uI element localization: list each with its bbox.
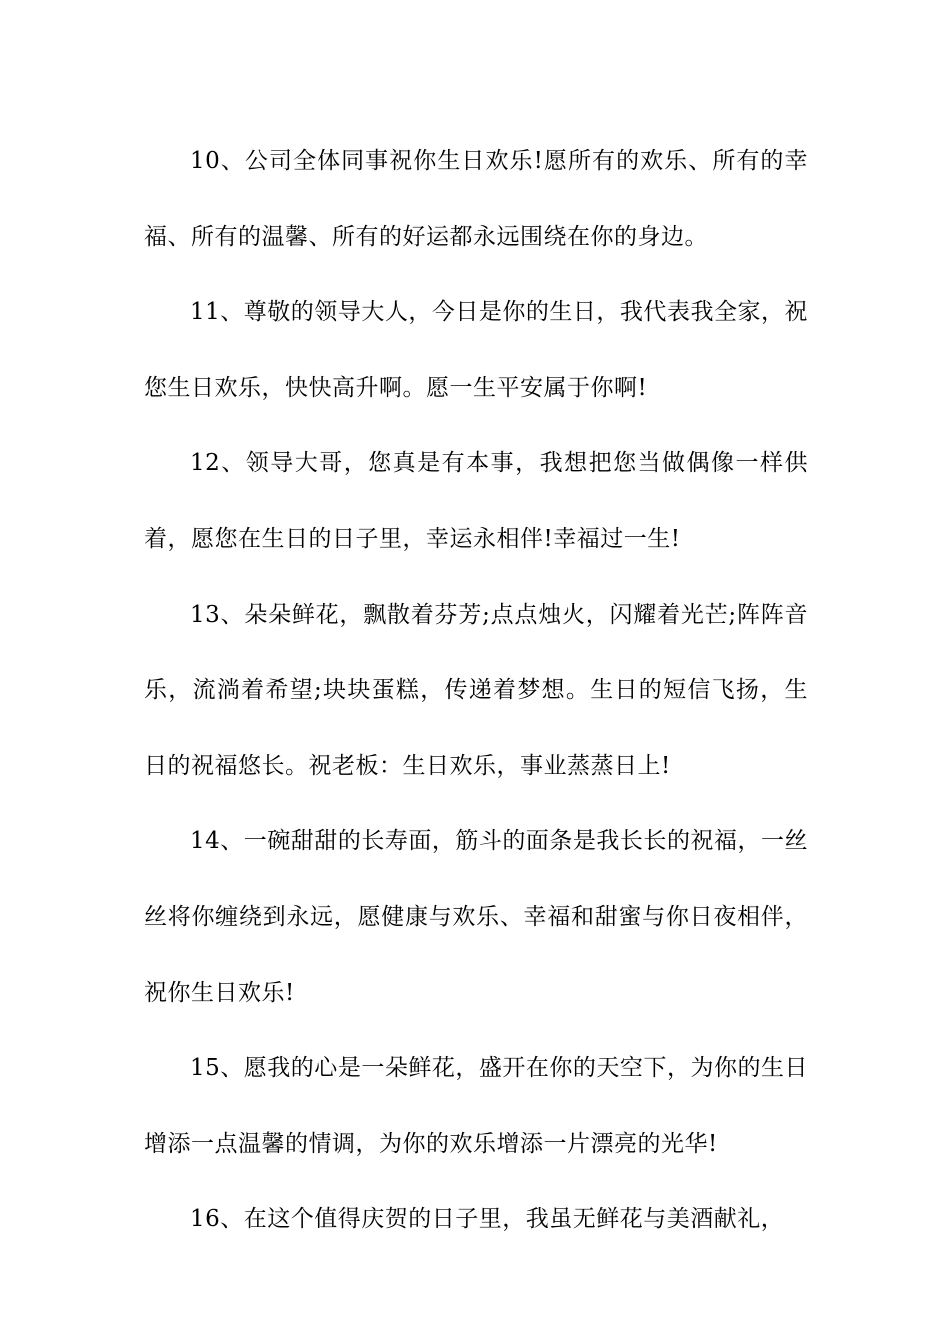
paragraph-12: 12、领导大哥，您真是有本事，我想把您当做偶像一样供着，愿您在生日的日子里，幸运永相伴!幸福过一生! bbox=[144, 450, 808, 552]
paragraph-13: 13、朵朵鲜花，飘散着芬芳;点点烛火，闪耀着光芒;阵阵音乐，流淌着希望;块块蛋糕，传递着梦想。生日的短信飞扬，生日的祝福悠长。祝老板：生日欢乐，事业蒸蒸日上! bbox=[144, 601, 808, 779]
paragraph-10: 10、公司全体同事祝你生日欢乐!愿所有的欢乐、所有的幸福、所有的温馨、所有的好运都永远围绕在你的身边。 bbox=[144, 148, 808, 250]
paragraph-11: 11、尊敬的领导大人，今日是你的生日，我代表我全家，祝您生日欢乐，快快高升啊。愿一生平安属于你啊! bbox=[144, 299, 808, 401]
paragraph-16: 16、在这个值得庆贺的日子里，我虽无鲜花与美酒献礼， bbox=[190, 1206, 785, 1233]
paragraph-15: 15、愿我的心是一朵鲜花，盛开在你的天空下，为你的生日增添一点温馨的情调，为你的欢乐增添一片漂亮的光华! bbox=[144, 1055, 808, 1157]
paragraph-14: 14、一碗甜甜的长寿面，筋斗的面条是我长长的祝福，一丝丝将你缠绕到永远，愿健康与欢乐、幸福和甜蜜与你日夜相伴，祝你生日欢乐! bbox=[144, 828, 808, 1006]
document-body bbox=[144, 124, 808, 1258]
